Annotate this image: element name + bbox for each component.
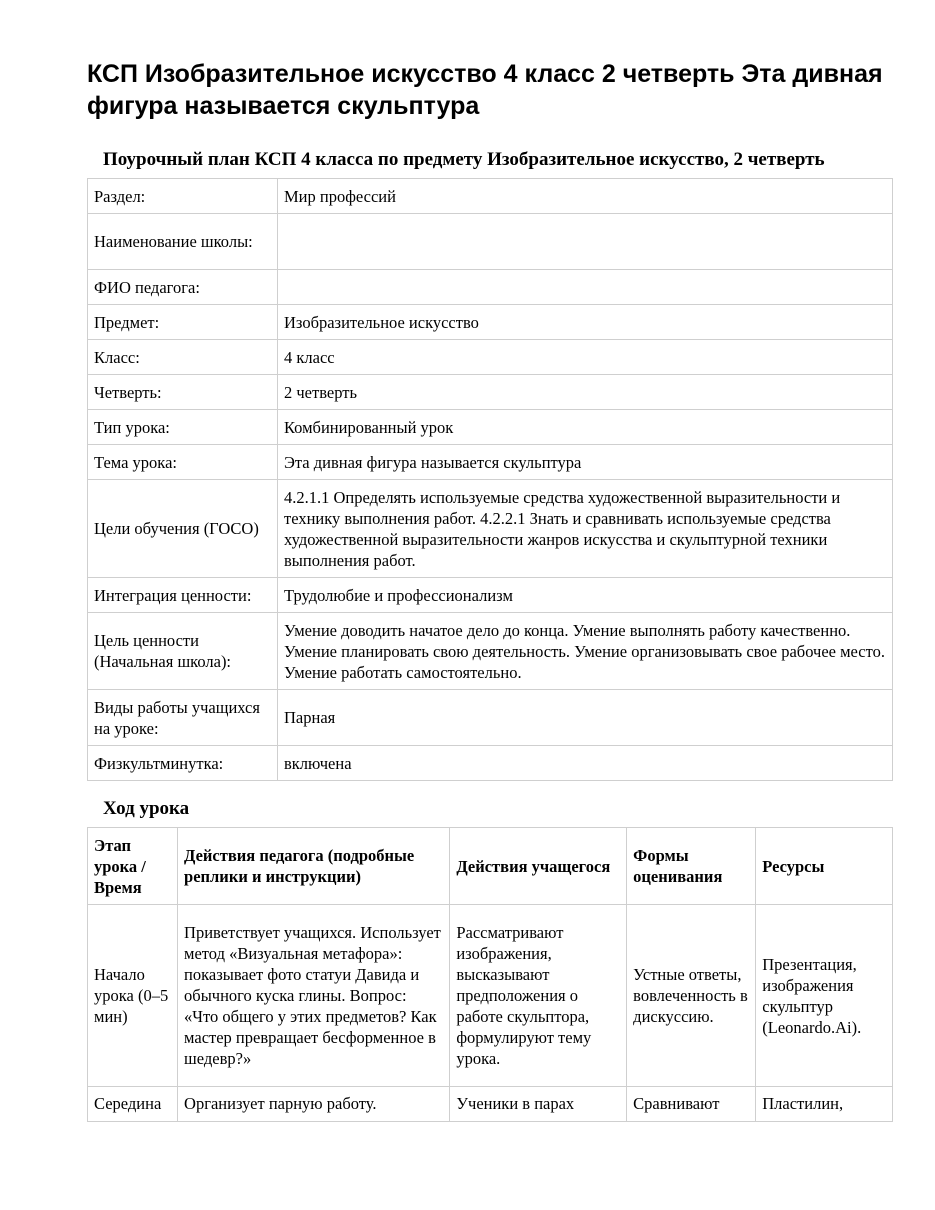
info-label: Тема урока: — [88, 445, 278, 480]
info-value: Изобразительное искусство — [278, 305, 893, 340]
info-label: Класс: — [88, 340, 278, 375]
info-value: Парная — [278, 690, 893, 746]
info-row-topic — [88, 445, 893, 480]
info-label: Интеграция ценности: — [88, 578, 278, 613]
info-row-learning-goals — [88, 480, 893, 578]
info-label: ФИО педагога: — [88, 270, 278, 305]
lesson-info-table — [87, 178, 893, 781]
info-value: 4.2.1.1 Определять используемые средства художественной выразительности и технику выполнения работ. 4.2.2.1 Знать и сравнивать используемые средства художественной выразительности жанров искусства и скульптурной техники выполнения работ. — [278, 480, 893, 578]
info-label: Цель ценности (Начальная школа): — [88, 613, 278, 690]
table-cell: Пластилин, — [756, 1087, 893, 1122]
info-row-work-types — [88, 690, 893, 746]
info-row-physical-break — [88, 746, 893, 781]
info-label: Цели обучения (ГОСО) — [88, 480, 278, 578]
lesson-progress-table — [87, 827, 893, 1122]
info-row-value-integration — [88, 578, 893, 613]
info-value: Комбинированный урок — [278, 410, 893, 445]
info-label: Физкультминутка: — [88, 746, 278, 781]
info-row-section — [88, 179, 893, 214]
info-label: Наименование школы: — [88, 214, 278, 270]
info-row-subject — [88, 305, 893, 340]
lesson-heading: Ход урока — [103, 798, 190, 819]
info-label: Виды работы учащихся на уроке: — [88, 690, 278, 746]
document-page — [87, 58, 893, 1122]
info-value: 4 класс — [278, 340, 893, 375]
table-row — [88, 905, 893, 1087]
info-value: Мир профессий — [278, 179, 893, 214]
table-cell: Сравнивают — [627, 1087, 756, 1122]
lesson-header-row — [88, 828, 893, 905]
table-cell: Рассматривают изображения, высказывают предположения о работе скульптора, формулируют тему урока. — [450, 905, 627, 1087]
info-row-lesson-type — [88, 410, 893, 445]
info-value: включена — [278, 746, 893, 781]
info-value: Трудолюбие и профессионализм — [278, 578, 893, 613]
column-header-student-actions: Действия учащегося — [450, 828, 627, 905]
table-cell: Организует парную работу. — [178, 1087, 450, 1122]
document-title: КСП Изобразительное искусство 4 класс 2 четверть Эта дивная фигура называется скульптура — [87, 60, 883, 120]
column-header-assessment: Формы оценивания — [627, 828, 756, 905]
info-value: Эта дивная фигура называется скульптура — [278, 445, 893, 480]
column-header-teacher-actions: Действия педагога (подробные реплики и инструкции) — [178, 828, 450, 905]
info-row-value-goal — [88, 613, 893, 690]
info-label: Четверть: — [88, 375, 278, 410]
table-row — [88, 1087, 893, 1122]
table-cell: Середина — [88, 1087, 178, 1122]
info-value: 2 четверть — [278, 375, 893, 410]
info-row-quarter — [88, 375, 893, 410]
info-label: Предмет: — [88, 305, 278, 340]
table-cell: Приветствует учащихся. Использует метод «Визуальная метафора»: показывает фото статуи Давида и обычного куска глины. Вопрос: «Что общего у этих предметов? Как мастер превращает бесформенное в шедевр?» — [178, 905, 450, 1087]
table-cell: Устные ответы, вовлеченность в дискуссию. — [627, 905, 756, 1087]
info-row-school — [88, 214, 893, 270]
table-cell: Начало урока (0–5 мин) — [88, 905, 178, 1087]
info-value — [278, 270, 893, 305]
column-header-stage: Этап урока / Время — [88, 828, 178, 905]
info-value: Умение доводить начатое дело до конца. Умение выполнять работу качественно. Умение планировать свою деятельность. Умение организовывать свое рабочее место. Умение работать самостоятельно. — [278, 613, 893, 690]
info-label: Раздел: — [88, 179, 278, 214]
info-row-teacher — [88, 270, 893, 305]
column-header-resources: Ресурсы — [756, 828, 893, 905]
table-cell: Презентация, изображения скульптур (Leonardo.Ai). — [756, 905, 893, 1087]
info-value — [278, 214, 893, 270]
info-row-grade — [88, 340, 893, 375]
table-cell: Ученики в парах — [450, 1087, 627, 1122]
info-label: Тип урока: — [88, 410, 278, 445]
plan-heading: Поурочный план КСП 4 класса по предмету Изобразительное искусство, 2 четверть — [103, 149, 825, 170]
